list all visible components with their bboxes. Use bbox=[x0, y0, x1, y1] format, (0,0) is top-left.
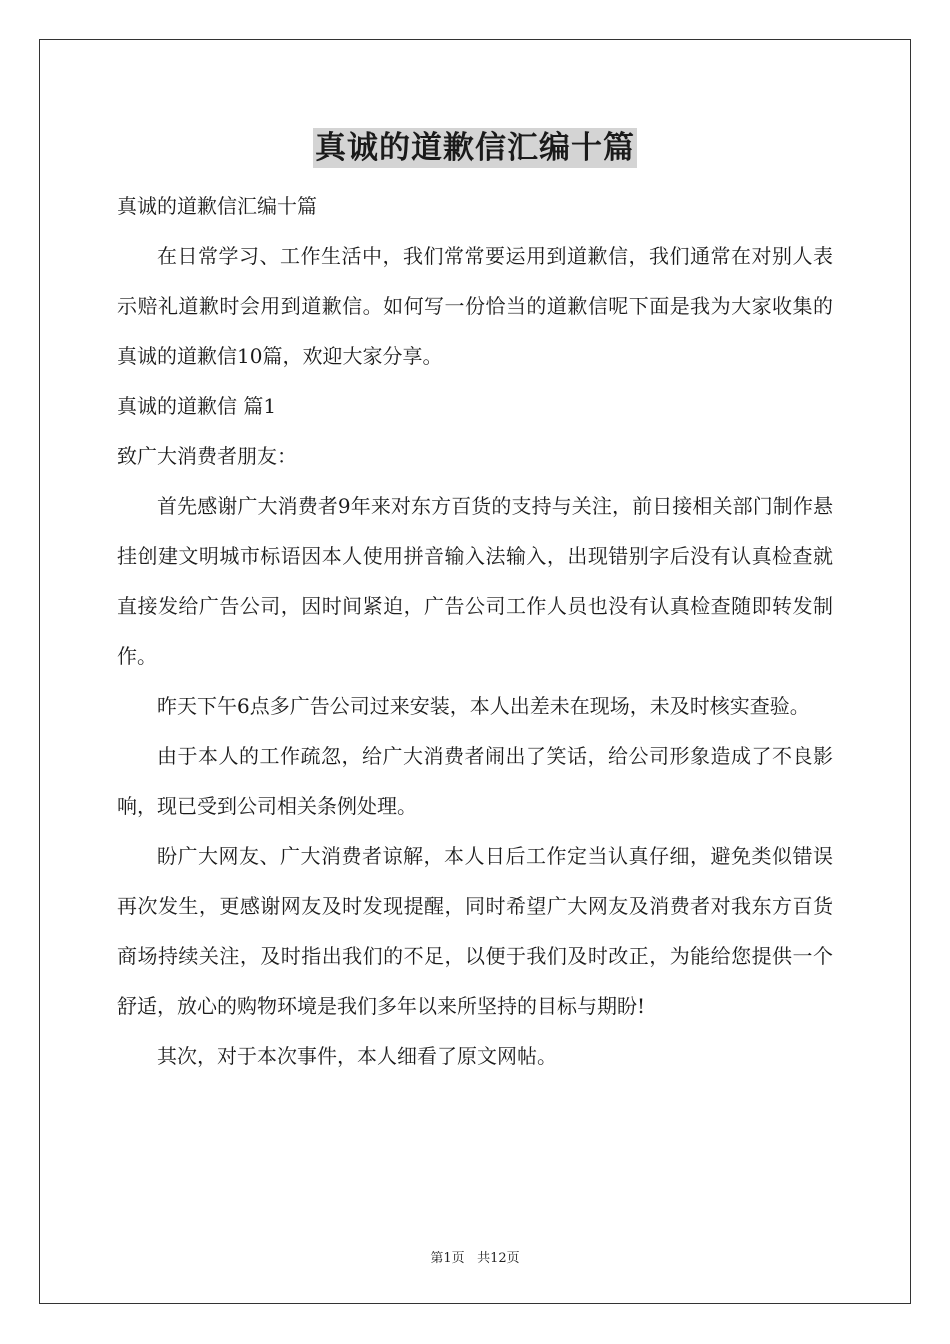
paragraph: 在日常学习、工作生活中，我们常常要运用到道歉信，我们通常在对别人表示赔礼道歉时会用到道歉信。如何写一份恰当的道歉信呢下面是我为大家收集的真诚的道歉信10篇，欢迎大家分享。 bbox=[117, 244, 833, 368]
paragraph: 首先感谢广大消费者9年来对东方百货的支持与关注，前日接相关部门制作悬挂创建文明城市标语因本人使用拼音输入法输入，出现错别字后没有认真检查就直接发给广告公司，因时间紧迫，广告公司工作人员也没有认真检查随即转发制作。 bbox=[117, 494, 833, 668]
paragraph: 其次，对于本次事件，本人细看了原文网帖。 bbox=[157, 1044, 557, 1068]
paragraph: 真诚的道歉信 篇1 bbox=[117, 394, 277, 418]
paragraph: 盼广大网友、广大消费者谅解，本人日后工作定当认真仔细，避免类似错误再次发生，更感谢网友及时发现提醒，同时希望广大网友及消费者对我东方百货商场持续关注，及时指出我们的不足，以便于我们及时改正，为能给您提供一个舒适，放心的购物环境是我们多年以来所坚持的目标与期盼! bbox=[117, 844, 833, 1018]
paragraph: 昨天下午6点多广告公司过来安装，本人出差未在现场，未及时核实查验。 bbox=[157, 694, 810, 718]
document-body bbox=[117, 181, 833, 1081]
page-footer bbox=[0, 1247, 950, 1266]
paragraph: 真诚的道歉信汇编十篇 bbox=[117, 194, 317, 218]
page-total: 共12页 bbox=[477, 1251, 520, 1266]
paragraph: 由于本人的工作疏忽，给广大消费者闹出了笑话，给公司形象造成了不良影响，现已受到公司相关条例处理。 bbox=[117, 744, 833, 818]
title-area bbox=[0, 128, 950, 168]
document-title: 真诚的道歉信汇编十篇 bbox=[315, 130, 635, 166]
page-number: 第1页 bbox=[430, 1251, 465, 1266]
paragraph: 致广大消费者朋友： bbox=[117, 444, 297, 468]
